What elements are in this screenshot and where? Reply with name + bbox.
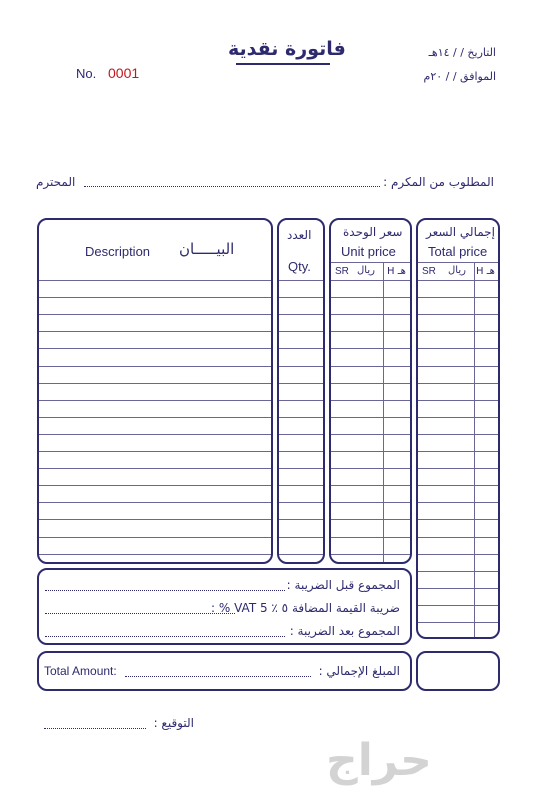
total-currency-halala: هـ H (476, 266, 495, 277)
total-price-row-line (418, 468, 498, 469)
total-price-column (416, 218, 500, 639)
total-amount-label-ar: المبلغ الإجمالي : (318, 664, 400, 678)
description-row-line (39, 554, 271, 555)
total-price-row-line (418, 537, 498, 538)
total-price-row-line (418, 314, 498, 315)
description-row-line (39, 468, 271, 469)
total-price-row-line (418, 588, 498, 589)
quantity-row-line (279, 537, 323, 538)
description-row-line (39, 502, 271, 503)
unit-price-row-line (331, 434, 410, 435)
quantity-header-ar: العدد (287, 228, 312, 242)
description-row-line (39, 297, 271, 298)
total-price-subheader-line (418, 280, 498, 281)
quantity-row-line (279, 502, 323, 503)
unit-price-row-line (331, 554, 410, 555)
title-underline (236, 63, 330, 65)
quantity-row-line (279, 366, 323, 367)
respected-label: المحترم (36, 175, 76, 189)
signature-line[interactable] (44, 728, 146, 729)
total-amount-value-box[interactable] (416, 651, 500, 691)
quantity-row-line (279, 485, 323, 486)
total-price-header-ar: إجمالي السعر (426, 225, 495, 239)
unit-price-header-line (331, 262, 410, 263)
unit-price-header-ar: سعر الوحدة (343, 225, 403, 239)
description-header-ar: البيـــــان (179, 240, 235, 258)
quantity-row-line (279, 400, 323, 401)
quantity-row-line (279, 519, 323, 520)
invoice-title: فاتورة نقدية (228, 38, 346, 60)
total-price-row-line (418, 451, 498, 452)
unit-price-row-line (331, 537, 410, 538)
quantity-column (277, 218, 325, 564)
description-row-line (39, 434, 271, 435)
total-price-row-line (418, 366, 498, 367)
subtotal-line[interactable] (45, 590, 285, 591)
description-row-line (39, 485, 271, 486)
total-currency-riyal: ريال (448, 265, 466, 276)
unit-price-row-line (331, 417, 410, 418)
unit-price-row-line (331, 468, 410, 469)
quantity-row-line (279, 383, 323, 384)
invoice-number: 0001 (108, 65, 140, 81)
quantity-row-line (279, 297, 323, 298)
unit-price-row-line (331, 451, 410, 452)
total-price-row-line (418, 400, 498, 401)
subtotal-label: المجموع قبل الضريبة : (286, 578, 400, 592)
date-gregorian: الموافق / / ٢٠م (423, 70, 496, 83)
unit-currency-riyal: ريال (357, 265, 375, 276)
quantity-header-line (279, 280, 323, 281)
quantity-header-en: Qty. (288, 259, 311, 274)
description-row-line (39, 451, 271, 452)
unit-price-row-line (331, 348, 410, 349)
unit-price-subheader-line (331, 280, 410, 281)
unit-price-row-line (331, 485, 410, 486)
unit-currency-halala: هـ H (387, 266, 406, 277)
description-header-line (39, 280, 271, 281)
total-currency-sr: SR (422, 266, 436, 277)
summary-box (37, 568, 412, 645)
description-column (37, 218, 273, 564)
total-price-header-line (418, 262, 498, 263)
unit-price-row-line (331, 366, 410, 367)
description-row-line (39, 348, 271, 349)
date-hijri: التاريخ / / ١٤هـ (428, 46, 496, 59)
total-price-row-line (418, 502, 498, 503)
total-price-row-line (418, 297, 498, 298)
signature-label: التوقيع : (153, 716, 194, 730)
total-after-vat-label: المجموع بعد الضريبة : (289, 624, 400, 638)
description-row-line (39, 519, 271, 520)
watermark-logo: حراج (326, 735, 432, 786)
vat-label: ضريبة القيمة المضافة ٥ ٪ VAT 5 % : (211, 601, 400, 615)
total-price-row-line (418, 434, 498, 435)
total-amount-line[interactable] (125, 676, 311, 677)
total-price-row-line (418, 519, 498, 520)
total-price-row-line (418, 605, 498, 606)
total-price-divider (474, 263, 475, 637)
total-price-row-line (418, 571, 498, 572)
unit-price-row-line (331, 331, 410, 332)
total-price-row-line (418, 348, 498, 349)
total-price-header-en: Total price (428, 244, 488, 259)
invoice-number-label: No. (76, 66, 97, 81)
total-after-vat-line[interactable] (45, 636, 285, 637)
description-header-en: Description (85, 244, 151, 259)
unit-price-row-line (331, 297, 410, 298)
unit-price-row-line (331, 314, 410, 315)
description-row-line (39, 383, 271, 384)
unit-price-row-line (331, 383, 410, 384)
description-row-line (39, 400, 271, 401)
description-row-line (39, 314, 271, 315)
unit-price-row-line (331, 502, 410, 503)
description-row-line (39, 537, 271, 538)
requested-from-label: المطلوب من المكرم : (383, 175, 494, 189)
quantity-row-line (279, 451, 323, 452)
total-price-row-line (418, 331, 498, 332)
unit-price-row-line (331, 519, 410, 520)
total-price-row-line (418, 417, 498, 418)
unit-price-header-en: Unit price (341, 244, 396, 259)
quantity-row-line (279, 314, 323, 315)
description-row-line (39, 417, 271, 418)
total-price-row-line (418, 485, 498, 486)
quantity-row-line (279, 468, 323, 469)
description-row-line (39, 331, 271, 332)
unit-price-column (329, 218, 412, 564)
customer-name-line[interactable] (84, 186, 380, 187)
quantity-row-line (279, 331, 323, 332)
quantity-row-line (279, 348, 323, 349)
total-price-row-line (418, 622, 498, 623)
unit-currency-sr: SR (335, 266, 349, 277)
total-amount-label-en: Total Amount: (44, 664, 117, 678)
quantity-row-line (279, 554, 323, 555)
quantity-row-line (279, 417, 323, 418)
unit-price-divider (383, 263, 384, 562)
total-price-row-line (418, 383, 498, 384)
total-price-row-line (418, 554, 498, 555)
quantity-row-line (279, 434, 323, 435)
unit-price-row-line (331, 400, 410, 401)
total-amount-box (37, 651, 412, 691)
description-row-line (39, 366, 271, 367)
vat-line[interactable] (45, 613, 235, 614)
